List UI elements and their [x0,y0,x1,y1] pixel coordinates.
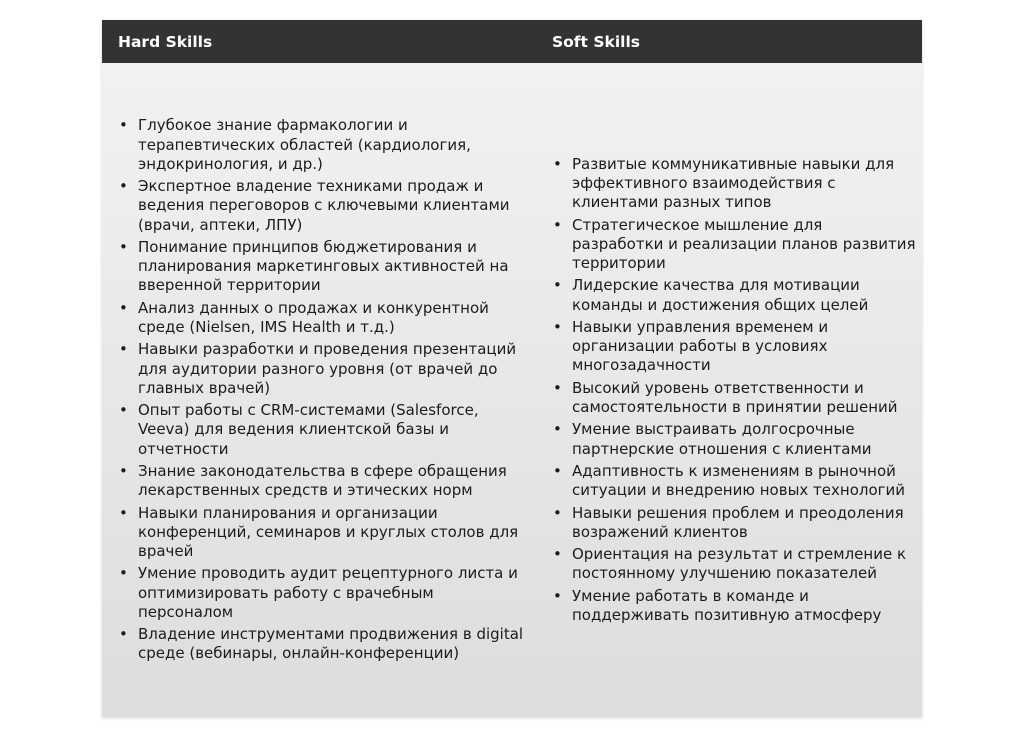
hard-skill-item: • Знание законодательства в сфере обращения лекарственных средств и этических норм [118,462,530,500]
soft-skill-item: • Умение работать в команде и поддерживать позитивную атмосферу [552,587,918,625]
soft-skill-item: • Навыки решения проблем и преодоления возражений клиентов [552,504,918,542]
soft-skill-item: • Адаптивность к изменениям в рыночной ситуации и внедрению новых технологий [552,462,918,500]
soft-skill-item: • Высокий уровень ответственности и самостоятельности в принятии решений [552,379,918,417]
soft-skills-header: Soft Skills [552,32,640,51]
skills-table [102,20,922,717]
hard-skill-item: • Понимание принципов бюджетирования и планирования маркетинговых активностей на вверенной территории [118,238,530,296]
soft-skill-item: • Ориентация на результат и стремление к постоянному улучшению показателей [552,545,918,583]
hard-skill-item: • Навыки планирования и организации конференций, семинаров и круглых столов для врачей [118,504,530,562]
soft-skills-column [536,155,922,625]
hard-skill-item: • Умение проводить аудит рецептурного листа и оптимизировать работу с врачебным персоналом [118,564,530,622]
table-header [102,20,922,63]
soft-skill-item: • Развитые коммуникативные навыки для эффективного взаимодействия с клиентами разных типов [552,155,918,213]
hard-skill-item: • Владение инструментами продвижения в digital среде (вебинары, онлайн-конференции) [118,625,530,663]
soft-skill-item: • Стратегическое мышление для разработки и реализации планов развития территории [552,216,918,274]
hard-skill-item: • Опыт работы с CRM-системами (Salesforce, Veeva) для ведения клиентской базы и отчетности [118,401,530,459]
hard-skills-list [118,116,530,663]
hard-skill-item: • Анализ данных о продажах и конкурентной среде (Nielsen, IMS Health и т.д.) [118,299,530,337]
soft-skill-item: • Навыки управления временем и организации работы в условиях многозадачности [552,318,918,376]
soft-skills-list [552,155,918,625]
hard-skill-item: • Экспертное владение техниками продаж и ведения переговоров с ключевыми клиентами (врачи, аптеки, ЛПУ) [118,177,530,235]
hard-skill-item: • Глубокое знание фармакологии и терапевтических областей (кардиология, эндокринология, и др.) [118,116,530,174]
hard-skill-item: • Навыки разработки и проведения презентаций для аудитории разного уровня (от врачей до главных врачей) [118,340,530,398]
soft-skill-item: • Умение выстраивать долгосрочные партнерские отношения с клиентами [552,420,918,458]
hard-skills-header: Hard Skills [118,32,213,51]
table-body [102,63,922,717]
soft-skill-item: • Лидерские качества для мотивации команды и достижения общих целей [552,276,918,314]
hard-skills-column [102,116,536,663]
